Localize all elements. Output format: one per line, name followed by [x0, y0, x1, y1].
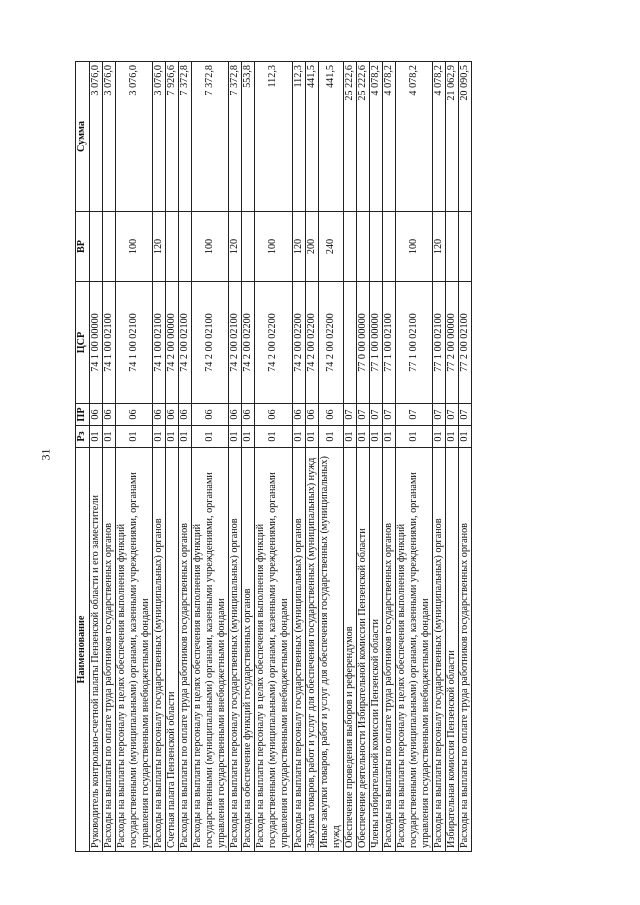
- cell-sum: 7 372,8: [192, 62, 229, 212]
- rotated-content: [75, 62, 561, 852]
- cell-name: Расходы на выплаты персоналу государственных (муниципальных) органов: [153, 448, 166, 852]
- table-row: [305, 62, 318, 852]
- cell-name: Расходы на выплаты персоналу в целях обеспечения выполнения функций государственными (муниципальными) органами, казенными учреждениями, органами управления государственными внебюджетными фондами: [255, 448, 292, 852]
- table-row: [103, 62, 116, 852]
- cell-rz: 01: [242, 426, 255, 448]
- cell-pr: 07: [395, 404, 432, 426]
- cell-vr: 200: [305, 212, 318, 282]
- cell-csr: 77 2 00 02100: [458, 282, 471, 404]
- cell-pr: 07: [369, 404, 382, 426]
- cell-sum: 553,8: [242, 62, 255, 212]
- cell-csr: 74 1 00 02100: [103, 282, 116, 404]
- cell-rz: 01: [382, 426, 395, 448]
- cell-vr: [382, 212, 395, 282]
- cell-sum: 3 076,0: [153, 62, 166, 212]
- cell-vr: 100: [395, 212, 432, 282]
- cell-rz: 01: [369, 426, 382, 448]
- cell-vr: [166, 212, 179, 282]
- cell-csr: [343, 282, 356, 404]
- cell-csr: 77 1 00 02100: [395, 282, 432, 404]
- table-row: [292, 62, 305, 852]
- table-row: [192, 62, 229, 852]
- cell-vr: [445, 212, 458, 282]
- cell-vr: [90, 212, 103, 282]
- cell-vr: 100: [192, 212, 229, 282]
- cell-pr: 06: [305, 404, 318, 426]
- table-row: [395, 62, 432, 852]
- cell-name: Расходы на выплаты персоналу государственных (муниципальных) органов: [292, 448, 305, 852]
- cell-sum: 3 076,0: [116, 62, 153, 212]
- cell-pr: 06: [116, 404, 153, 426]
- table-body: [90, 62, 472, 852]
- cell-sum: 4 078,2: [432, 62, 445, 212]
- cell-sum: 21 062,9: [445, 62, 458, 212]
- cell-csr: 74 2 00 02100: [179, 282, 192, 404]
- cell-vr: 100: [255, 212, 292, 282]
- cell-rz: 01: [153, 426, 166, 448]
- header-csr: ЦСР: [76, 282, 90, 404]
- cell-name: Расходы на выплаты персоналу в целях обеспечения выполнения функций государственными (муниципальными) органами, казенными учреждениями, органами управления государственными внебюджетными фондами: [395, 448, 432, 852]
- cell-sum: 112,3: [292, 62, 305, 212]
- table-row: [343, 62, 356, 852]
- cell-vr: 100: [116, 212, 153, 282]
- cell-csr: 77 1 00 02100: [382, 282, 395, 404]
- cell-sum: 441,5: [305, 62, 318, 212]
- cell-csr: 74 1 00 00000: [90, 282, 103, 404]
- cell-pr: 07: [458, 404, 471, 426]
- cell-pr: 06: [153, 404, 166, 426]
- cell-vr: [103, 212, 116, 282]
- table-row: [229, 62, 242, 852]
- header-sum: Сумма: [76, 62, 90, 212]
- cell-csr: 74 2 00 02100: [229, 282, 242, 404]
- cell-pr: 06: [192, 404, 229, 426]
- cell-sum: 7 372,8: [179, 62, 192, 212]
- cell-csr: 74 2 00 02200: [292, 282, 305, 404]
- cell-sum: 4 078,2: [395, 62, 432, 212]
- table-row: [116, 62, 153, 852]
- cell-vr: [356, 212, 369, 282]
- cell-name: Члены избирательной комиссии Пензенской области: [369, 448, 382, 852]
- cell-rz: 01: [305, 426, 318, 448]
- cell-pr: 06: [255, 404, 292, 426]
- cell-pr: 07: [445, 404, 458, 426]
- cell-pr: 06: [292, 404, 305, 426]
- cell-name: Расходы на выплаты по оплате труда работников государственных органов: [458, 448, 471, 852]
- table-row: [255, 62, 292, 852]
- cell-csr: 77 1 00 00000: [369, 282, 382, 404]
- cell-vr: [369, 212, 382, 282]
- cell-rz: 01: [343, 426, 356, 448]
- cell-csr: 77 1 00 02100: [432, 282, 445, 404]
- header-name: Наименование: [76, 448, 90, 852]
- table-row: [318, 62, 343, 852]
- table-row: [458, 62, 471, 852]
- cell-rz: 01: [445, 426, 458, 448]
- cell-pr: 06: [242, 404, 255, 426]
- cell-name: Расходы на выплаты персоналу в целях обеспечения выполнения функций государственными (муниципальными) органами, казенными учреждениями, органами управления государственными внебюджетными фондами: [116, 448, 153, 852]
- table-row: [445, 62, 458, 852]
- cell-vr: 120: [153, 212, 166, 282]
- table-row: [382, 62, 395, 852]
- cell-vr: [242, 212, 255, 282]
- cell-pr: 06: [318, 404, 343, 426]
- cell-name: Счетная палата Пензенской области: [166, 448, 179, 852]
- table-row: [90, 62, 103, 852]
- cell-csr: 74 1 00 02100: [116, 282, 153, 404]
- cell-vr: 240: [318, 212, 343, 282]
- header-pr: ПР: [76, 404, 90, 426]
- cell-sum: 3 076,0: [90, 62, 103, 212]
- cell-name: Обеспечение деятельности Избирательной комиссии Пензенской области: [356, 448, 369, 852]
- cell-pr: 07: [432, 404, 445, 426]
- header-vr: ВР: [76, 212, 90, 282]
- table-row: [432, 62, 445, 852]
- cell-vr: 120: [432, 212, 445, 282]
- cell-sum: 20 090,5: [458, 62, 471, 212]
- cell-name: Расходы на выплаты по оплате труда работников государственных органов: [103, 448, 116, 852]
- cell-name: Расходы на выплаты по оплате труда работников государственных органов: [382, 448, 395, 852]
- cell-csr: 74 2 00 02200: [242, 282, 255, 404]
- cell-name: Расходы на выплаты персоналу в целях обеспечения выполнения функций государственными (муниципальными) органами, казенными учреждениями, органами управления государственными внебюджетными фондами: [192, 448, 229, 852]
- cell-sum: 25 222,6: [356, 62, 369, 212]
- cell-sum: 7 372,8: [229, 62, 242, 212]
- cell-name: Закупка товаров, работ и услуг для обеспечения государственных (муниципальных) нужд: [305, 448, 318, 852]
- cell-vr: [458, 212, 471, 282]
- cell-rz: 01: [179, 426, 192, 448]
- cell-vr: [179, 212, 192, 282]
- cell-sum: 7 926,6: [166, 62, 179, 212]
- cell-name: Избирательная комиссия Пензенской области: [445, 448, 458, 852]
- table-row: [153, 62, 166, 852]
- cell-rz: 01: [395, 426, 432, 448]
- table-row: [369, 62, 382, 852]
- cell-rz: 01: [90, 426, 103, 448]
- cell-rz: 01: [458, 426, 471, 448]
- table-header-row: [76, 62, 90, 852]
- cell-csr: 74 2 00 02200: [305, 282, 318, 404]
- cell-pr: 07: [382, 404, 395, 426]
- cell-pr: 06: [229, 404, 242, 426]
- cell-rz: 01: [356, 426, 369, 448]
- cell-sum: 4 078,2: [369, 62, 382, 212]
- cell-csr: 74 2 00 02200: [255, 282, 292, 404]
- cell-pr: 06: [90, 404, 103, 426]
- cell-rz: 01: [292, 426, 305, 448]
- budget-table: [75, 61, 472, 852]
- cell-vr: 120: [292, 212, 305, 282]
- cell-pr: 06: [179, 404, 192, 426]
- cell-name: Расходы на выплаты персоналу государственных (муниципальных) органов: [229, 448, 242, 852]
- cell-pr: 06: [103, 404, 116, 426]
- table-row: [356, 62, 369, 852]
- cell-name: Обеспечение проведения выборов и референдумов: [343, 448, 356, 852]
- cell-rz: 01: [432, 426, 445, 448]
- cell-rz: 01: [255, 426, 292, 448]
- cell-sum: 3 076,0: [103, 62, 116, 212]
- cell-sum: 441,5: [318, 62, 343, 212]
- cell-vr: [343, 212, 356, 282]
- cell-rz: 01: [103, 426, 116, 448]
- cell-name: Расходы на выплаты персоналу государственных (муниципальных) органов: [432, 448, 445, 852]
- cell-rz: 01: [166, 426, 179, 448]
- cell-pr: 07: [343, 404, 356, 426]
- cell-pr: 07: [356, 404, 369, 426]
- cell-csr: 74 1 00 02100: [153, 282, 166, 404]
- cell-vr: 120: [229, 212, 242, 282]
- page-number: 31: [38, 448, 53, 461]
- table-row: [179, 62, 192, 852]
- cell-sum: 112,3: [255, 62, 292, 212]
- cell-name: Расходы на обеспечение функций государственных органов: [242, 448, 255, 852]
- cell-name: Иные закупки товаров, работ и услуг для обеспечения государственных (муниципальных) нужд: [318, 448, 343, 852]
- cell-rz: 01: [116, 426, 153, 448]
- cell-csr: 74 2 00 02100: [192, 282, 229, 404]
- table-row: [166, 62, 179, 852]
- header-rz: Рз: [76, 426, 90, 448]
- cell-sum: 25 222,6: [343, 62, 356, 212]
- cell-pr: 06: [166, 404, 179, 426]
- cell-rz: 01: [318, 426, 343, 448]
- cell-csr: 77 0 00 00000: [356, 282, 369, 404]
- cell-sum: 4 078,2: [382, 62, 395, 212]
- cell-name: Расходы на выплаты по оплате труда работников государственных органов: [179, 448, 192, 852]
- table-row: [242, 62, 255, 852]
- cell-rz: 01: [229, 426, 242, 448]
- cell-csr: 74 2 00 02200: [318, 282, 343, 404]
- cell-csr: 77 2 00 00000: [445, 282, 458, 404]
- cell-csr: 74 2 00 00000: [166, 282, 179, 404]
- cell-name: Руководитель контрольно-счетной палаты Пензенской области и его заместители: [90, 448, 103, 852]
- cell-rz: 01: [192, 426, 229, 448]
